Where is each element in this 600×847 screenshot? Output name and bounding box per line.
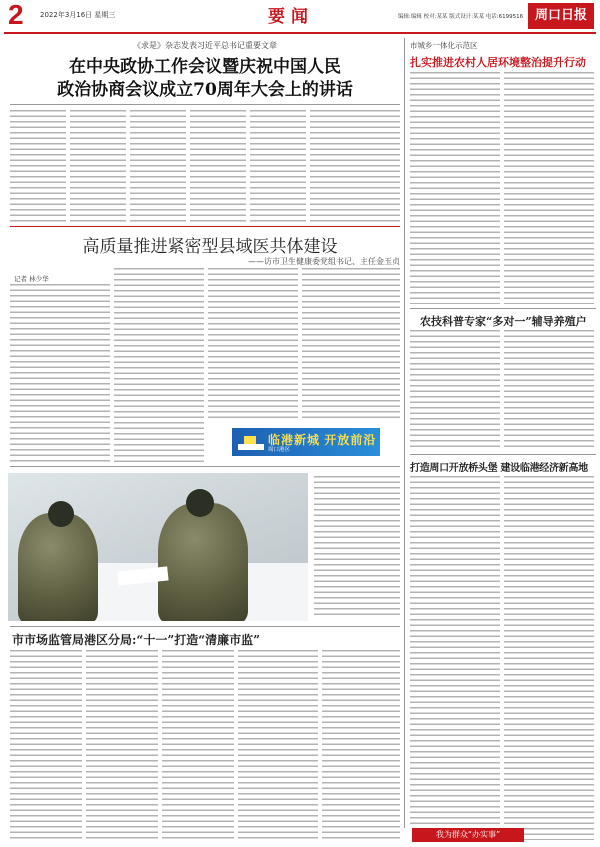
lead-kicker: 《求是》杂志发表习近平总书记重要文章: [133, 41, 277, 50]
lead-headline-line2: 政治协商会议成立70周年大会上的讲话: [57, 80, 353, 100]
lead-body-col5: [250, 110, 306, 222]
farming-body-col2: [504, 330, 594, 450]
lead-body-col1: [10, 110, 66, 222]
service-badge: 我为群众“办实事”: [412, 828, 524, 842]
market-body-col5: [322, 650, 400, 840]
banner-subtitle: 周口港区: [268, 447, 291, 453]
photo-head: [48, 501, 74, 527]
editor-info: 编辑:编辑 校对:某某 版式设计:某某 电话:6199516: [398, 14, 524, 20]
healthcare-subheadline: ——访市卫生健康委党组书记、主任金玉贞: [248, 257, 400, 266]
port-body-col2: [504, 476, 594, 840]
market-body-col1: [10, 650, 82, 840]
rural-kicker: 市城乡一体化示范区: [410, 41, 478, 50]
healthcare-body-col2: [114, 268, 204, 464]
lead-body-col3: [130, 110, 186, 222]
photo-person: [158, 503, 248, 621]
healthcare-body-col3: [208, 268, 298, 418]
section-rule: [10, 226, 400, 227]
market-body-col3: [162, 650, 234, 840]
photo-caption: [314, 476, 400, 616]
banner-title: 临港新城 开放前沿: [268, 433, 377, 447]
newspaper-logo: 周口日报: [528, 3, 594, 29]
farming-body-col1: [410, 330, 500, 450]
news-photo: [8, 473, 308, 621]
lead-body-col4: [190, 110, 246, 222]
healthcare-headline: 高质量推进紧密型县域医共体建设: [82, 237, 338, 257]
ship-icon: [236, 430, 266, 454]
port-headline: 打造周口开放桥头堡 建设临港经济新高地: [410, 463, 588, 474]
column-divider: [404, 38, 405, 828]
healthcare-body-col1: [10, 284, 110, 464]
rural-body-col1: [410, 72, 500, 304]
market-headline: 市市场监管局港区分局:“十一”打造“清廉市监”: [12, 633, 261, 647]
section-rule: [10, 626, 400, 627]
header-rule: [4, 32, 596, 34]
lead-body-col6: [310, 110, 400, 222]
rural-headline: 扎实推进农村人居环境整治提升行动: [410, 56, 586, 69]
healthcare-body-col4: [302, 268, 400, 418]
lead-rule: [10, 104, 400, 105]
lead-headline-line1: 在中央政协工作会议暨庆祝中国人民: [69, 57, 341, 77]
farming-headline: 农技科普专家“多对一”辅导养殖户: [420, 315, 587, 328]
lead-body-col2: [70, 110, 126, 222]
page-number: 2: [8, 0, 24, 30]
section-title: 要闻: [268, 7, 314, 27]
section-rule: [410, 454, 596, 455]
section-rule: [410, 308, 596, 309]
port-body-col1: [410, 476, 500, 824]
healthcare-byline: 记者 林少华: [14, 275, 49, 283]
page-header: [0, 0, 600, 32]
market-body-col4: [238, 650, 318, 840]
photo-head: [186, 489, 214, 517]
photo-person: [18, 513, 98, 621]
market-body-col2: [86, 650, 158, 840]
rural-body-col2: [504, 72, 594, 304]
port-banner: [232, 428, 380, 456]
section-rule: [10, 466, 400, 467]
issue-date: 2022年3月16日 星期三: [40, 11, 116, 19]
